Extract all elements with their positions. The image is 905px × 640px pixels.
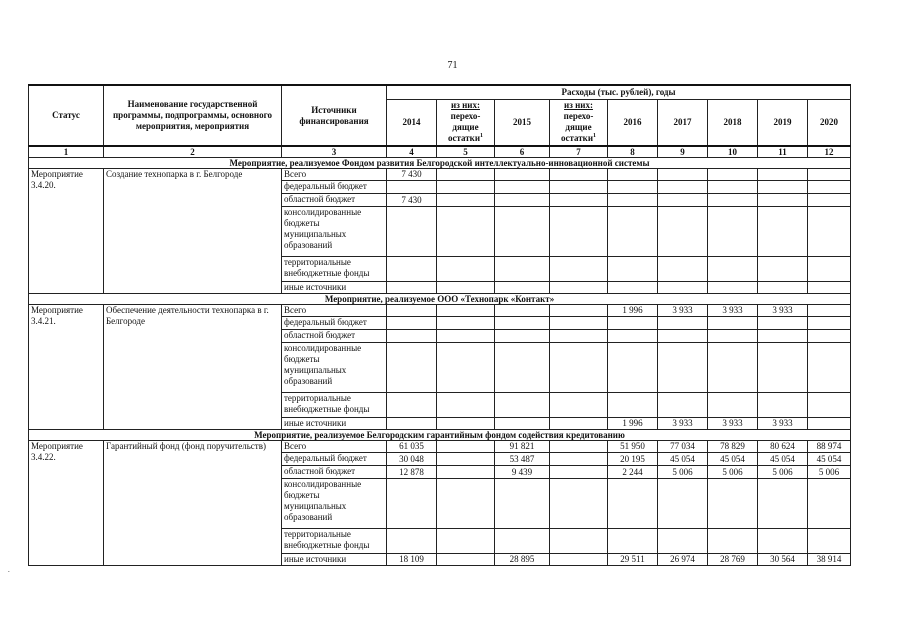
value-cell (808, 343, 851, 393)
of-them-label: из них: (451, 99, 480, 110)
value-cell (608, 317, 658, 330)
value-cell (608, 343, 658, 393)
value-cell (658, 393, 708, 418)
balances-label: остатки (447, 132, 481, 143)
footnote-mark: 1 (593, 132, 597, 139)
value-cell: 7 430 (387, 194, 437, 207)
name-cell: Гарантийный фонд (фонд поручительств) (104, 441, 282, 566)
value-cell (658, 257, 708, 282)
value-cell (437, 207, 495, 257)
col-number: 7 (550, 146, 608, 158)
header-year-2016: 2016 (608, 99, 658, 146)
value-cell (758, 343, 808, 393)
value-cell (437, 393, 495, 418)
table-body (29, 158, 851, 566)
value-cell (437, 305, 495, 317)
value-cell (495, 181, 550, 194)
value-cell (387, 529, 437, 554)
value-cell (808, 418, 851, 430)
value-cell: 5 006 (808, 466, 851, 479)
column-numbers-row (29, 146, 851, 158)
value-cell: 3 933 (758, 305, 808, 317)
value-cell: 45 054 (808, 453, 851, 466)
source-cell: федеральный бюджет (282, 181, 387, 194)
source-cell: консолидированные бюджеты муниципальных образований (282, 343, 387, 393)
value-cell: 3 933 (708, 418, 758, 430)
value-cell (758, 393, 808, 418)
header-name: Наименование государственной программы, подпрограммы, основного мероприятия, мероприятия (104, 85, 282, 146)
source-cell: областной бюджет (282, 466, 387, 479)
value-cell: 45 054 (708, 453, 758, 466)
value-cell (495, 257, 550, 282)
value-cell (495, 169, 550, 181)
col-number: 12 (808, 146, 851, 158)
value-cell (437, 418, 495, 430)
value-cell: 45 054 (758, 453, 808, 466)
value-cell (495, 418, 550, 430)
source-cell: консолидированные бюджеты муниципальных образований (282, 479, 387, 529)
header-year-2018: 2018 (708, 99, 758, 146)
value-cell (608, 393, 658, 418)
budget-table (28, 84, 851, 566)
value-cell (808, 529, 851, 554)
section-title: Мероприятие, реализуемое Белгородским гарантийным фондом содействия кредитованию (29, 430, 851, 441)
value-cell: 61 035 (387, 441, 437, 453)
value-cell (658, 343, 708, 393)
value-cell: 3 933 (758, 418, 808, 430)
carryover-label: перехо-дящие (563, 110, 594, 132)
value-cell (808, 330, 851, 343)
value-cell (808, 305, 851, 317)
col-number: 5 (437, 146, 495, 158)
value-cell (708, 343, 758, 393)
value-cell: 3 933 (658, 305, 708, 317)
value-cell: 1 996 (608, 418, 658, 430)
value-cell (387, 343, 437, 393)
value-cell (550, 257, 608, 282)
value-cell (808, 317, 851, 330)
source-cell: территориальные внебюджетные фонды (282, 393, 387, 418)
col-number: 3 (282, 146, 387, 158)
value-cell (550, 418, 608, 430)
value-cell: 3 933 (658, 418, 708, 430)
value-cell (550, 479, 608, 529)
value-cell: 53 487 (495, 453, 550, 466)
value-cell (550, 441, 608, 453)
value-cell (387, 207, 437, 257)
value-cell: 28 769 (708, 554, 758, 566)
value-cell (495, 282, 550, 294)
value-cell (437, 169, 495, 181)
header-carryover-2014 (437, 99, 495, 146)
value-cell (658, 181, 708, 194)
value-cell (708, 393, 758, 418)
value-cell (708, 317, 758, 330)
value-cell (437, 282, 495, 294)
status-cell: Мероприятие 3.4.20. (29, 169, 104, 294)
source-cell: территориальные внебюджетные фонды (282, 529, 387, 554)
source-cell: Всего (282, 169, 387, 181)
value-cell: 5 006 (708, 466, 758, 479)
source-cell: областной бюджет (282, 330, 387, 343)
value-cell (437, 181, 495, 194)
value-cell (808, 207, 851, 257)
value-cell (658, 479, 708, 529)
value-cell (495, 529, 550, 554)
value-cell (550, 330, 608, 343)
stray-mark: . (8, 566, 10, 574)
value-cell: 38 914 (808, 554, 851, 566)
value-cell (758, 181, 808, 194)
value-cell (437, 441, 495, 453)
value-cell: 45 054 (658, 453, 708, 466)
value-cell (708, 207, 758, 257)
value-cell (495, 305, 550, 317)
value-cell (495, 393, 550, 418)
header-carryover-2015 (550, 99, 608, 146)
value-cell (550, 282, 608, 294)
value-cell (437, 317, 495, 330)
section-title-row (29, 430, 851, 441)
value-cell: 30 048 (387, 453, 437, 466)
value-cell (608, 529, 658, 554)
value-cell: 26 974 (658, 554, 708, 566)
value-cell (658, 529, 708, 554)
value-cell (550, 181, 608, 194)
value-cell (550, 169, 608, 181)
value-cell (708, 194, 758, 207)
value-cell: 1 996 (608, 305, 658, 317)
value-cell (550, 453, 608, 466)
value-cell (387, 181, 437, 194)
col-number: 9 (658, 146, 708, 158)
value-cell (758, 330, 808, 343)
value-cell: 2 244 (608, 466, 658, 479)
section-title: Мероприятие, реализуемое ООО «Технопарк «Контакт» (29, 294, 851, 305)
value-cell (437, 330, 495, 343)
value-cell (758, 257, 808, 282)
value-cell (387, 305, 437, 317)
balances-label: остатки (560, 132, 594, 143)
value-cell: 18 109 (387, 554, 437, 566)
value-cell (608, 207, 658, 257)
value-cell (550, 305, 608, 317)
value-cell (495, 207, 550, 257)
value-cell (437, 554, 495, 566)
value-cell (808, 257, 851, 282)
value-cell: 12 878 (387, 466, 437, 479)
status-cell: Мероприятие 3.4.21. (29, 305, 104, 430)
value-cell (387, 479, 437, 529)
carryover-label: перехо-дящие (450, 110, 481, 132)
name-cell: Создание технопарка в г. Белгороде (104, 169, 282, 294)
value-cell: 20 195 (608, 453, 658, 466)
source-cell: Всего (282, 441, 387, 453)
value-cell (708, 529, 758, 554)
value-cell (550, 207, 608, 257)
header-year-2019: 2019 (758, 99, 808, 146)
header-status: Статус (29, 85, 104, 146)
value-cell: 7 430 (387, 169, 437, 181)
budget-table-wrapper (28, 84, 850, 566)
value-cell (758, 529, 808, 554)
section-title-row (29, 294, 851, 305)
value-cell (708, 282, 758, 294)
value-cell: 78 829 (708, 441, 758, 453)
value-cell (758, 282, 808, 294)
value-cell (708, 181, 758, 194)
value-cell: 3 933 (708, 305, 758, 317)
name-cell: Обеспечение деятельности технопарка в г. Белгороде (104, 305, 282, 430)
header-sources: Источники финансирования (282, 85, 387, 146)
value-cell: 51 950 (608, 441, 658, 453)
value-cell (658, 282, 708, 294)
value-cell (808, 479, 851, 529)
col-number: 8 (608, 146, 658, 158)
value-cell (708, 479, 758, 529)
value-cell: 28 895 (495, 554, 550, 566)
value-cell (658, 169, 708, 181)
value-cell (608, 181, 658, 194)
value-cell (608, 257, 658, 282)
status-cell: Мероприятие 3.4.22. (29, 441, 104, 566)
value-cell (608, 169, 658, 181)
footnote-mark: 1 (480, 132, 484, 139)
source-cell: иные источники (282, 554, 387, 566)
value-cell (808, 282, 851, 294)
value-cell (658, 330, 708, 343)
value-cell (658, 207, 708, 257)
col-number: 4 (387, 146, 437, 158)
value-cell (387, 418, 437, 430)
header-year-2020: 2020 (808, 99, 851, 146)
value-cell (550, 317, 608, 330)
value-cell (708, 330, 758, 343)
value-cell: 77 034 (658, 441, 708, 453)
value-cell (550, 194, 608, 207)
value-cell (658, 194, 708, 207)
value-cell (387, 330, 437, 343)
value-cell (437, 257, 495, 282)
source-cell: Всего (282, 305, 387, 317)
value-cell (550, 343, 608, 393)
section-title: Мероприятие, реализуемое Фондом развития Белгородской интеллектуально-инновационной системы (29, 158, 851, 169)
value-cell (550, 466, 608, 479)
value-cell (437, 453, 495, 466)
value-cell (550, 529, 608, 554)
value-cell (608, 282, 658, 294)
value-cell: 5 006 (758, 466, 808, 479)
source-cell: иные источники (282, 418, 387, 430)
col-number: 2 (104, 146, 282, 158)
value-cell (808, 169, 851, 181)
col-number: 6 (495, 146, 550, 158)
table-row (29, 169, 851, 181)
source-cell: федеральный бюджет (282, 453, 387, 466)
source-cell: федеральный бюджет (282, 317, 387, 330)
page-number: 71 (447, 60, 458, 71)
value-cell (437, 529, 495, 554)
value-cell (608, 194, 658, 207)
value-cell (758, 194, 808, 207)
source-cell: территориальные внебюджетные фонды (282, 257, 387, 282)
source-cell: областной бюджет (282, 194, 387, 207)
source-cell: иные источники (282, 282, 387, 294)
value-cell (437, 479, 495, 529)
header-expenses: Расходы (тыс. рублей), годы (387, 85, 851, 99)
value-cell (550, 393, 608, 418)
value-cell: 30 564 (758, 554, 808, 566)
header-year-2015: 2015 (495, 99, 550, 146)
value-cell (437, 343, 495, 393)
col-number: 10 (708, 146, 758, 158)
value-cell: 29 511 (608, 554, 658, 566)
value-cell: 91 821 (495, 441, 550, 453)
header-year-2014: 2014 (387, 99, 437, 146)
value-cell (495, 330, 550, 343)
table-row (29, 305, 851, 317)
value-cell (437, 466, 495, 479)
value-cell (387, 393, 437, 418)
table-row (29, 441, 851, 453)
value-cell (387, 257, 437, 282)
col-number: 1 (29, 146, 104, 158)
header-year-2017: 2017 (658, 99, 708, 146)
value-cell: 80 624 (758, 441, 808, 453)
col-number: 11 (758, 146, 808, 158)
value-cell: 88 974 (808, 441, 851, 453)
value-cell (495, 343, 550, 393)
value-cell: 5 006 (658, 466, 708, 479)
value-cell (758, 317, 808, 330)
source-cell: консолидированные бюджеты муниципальных образований (282, 207, 387, 257)
value-cell (495, 479, 550, 529)
value-cell (608, 330, 658, 343)
value-cell (758, 479, 808, 529)
of-them-label: из них: (564, 99, 593, 110)
value-cell (387, 282, 437, 294)
value-cell (758, 207, 808, 257)
value-cell (808, 393, 851, 418)
value-cell (808, 194, 851, 207)
value-cell (495, 194, 550, 207)
section-title-row (29, 158, 851, 169)
value-cell (708, 257, 758, 282)
value-cell (808, 181, 851, 194)
value-cell (708, 169, 758, 181)
value-cell (658, 317, 708, 330)
value-cell (437, 194, 495, 207)
value-cell: 9 439 (495, 466, 550, 479)
value-cell (495, 317, 550, 330)
value-cell (608, 479, 658, 529)
value-cell (758, 169, 808, 181)
value-cell (387, 317, 437, 330)
value-cell (550, 554, 608, 566)
